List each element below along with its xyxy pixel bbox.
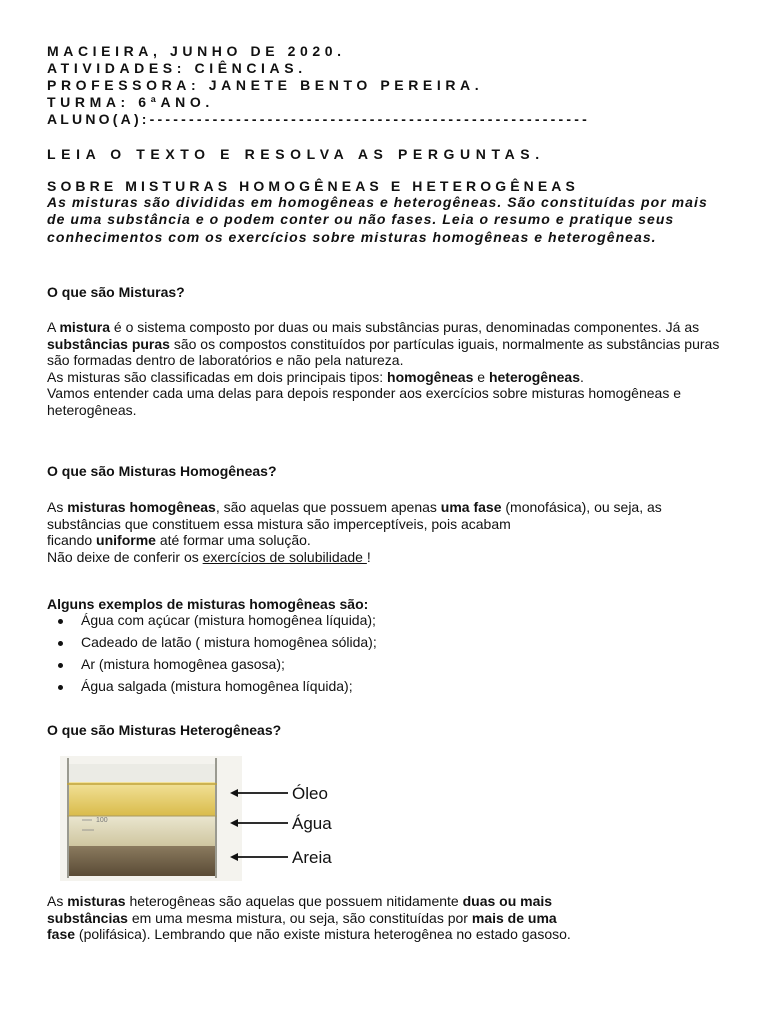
mixture-beaker-figure	[60, 756, 360, 881]
sand-layer	[68, 846, 216, 876]
beaker-illustration	[60, 756, 360, 881]
heading-examples: Alguns exemplos de misturas homogêneas são:	[47, 596, 369, 612]
bullet-icon	[58, 619, 63, 624]
label-areia: Areia	[292, 848, 332, 867]
heading-homogeneas: O que são Misturas Homogêneas?	[47, 463, 277, 479]
bullet-icon	[58, 641, 63, 646]
heading-misturas: O que são Misturas?	[47, 284, 185, 300]
beaker-mark: 100	[96, 817, 108, 824]
paragraph-heterogeneas: As misturas heterogêneas são aquelas que possuem nitidamente duas ou mais substâncias em uma mesma mistura, ou seja, são constituídas por mais de uma fase (polifásica). Lembrando que não existe mistura heterogênea no estado gasoso.	[47, 893, 571, 943]
solubility-link[interactable]: exercícios de solubilidade	[202, 548, 367, 565]
section-title: SOBRE MISTURAS HOMOGÊNEAS E HETEROGÊNEAS	[47, 178, 579, 194]
header-student: ALUNO(A):--------------------------------------------------------	[47, 111, 590, 127]
heading-heterogeneas: O que são Misturas Heterogêneas?	[47, 722, 282, 738]
bullet-icon	[58, 685, 63, 690]
header-date: MACIEIRA, JUNHO DE 2020.	[47, 43, 346, 59]
water-layer	[68, 816, 216, 846]
oil-layer	[68, 782, 216, 816]
bullet-icon	[58, 663, 63, 668]
instruction: LEIA O TEXTO E RESOLVA AS PERGUNTAS.	[47, 146, 545, 162]
header-teacher: PROFESSORA: JANETE BENTO PEREIRA.	[47, 77, 484, 93]
label-oleo: Óleo	[292, 784, 328, 803]
paragraph-homogeneas: As misturas homogêneas, são aquelas que possuem apenas uma fase (monofásica), ou seja, as substâncias que constituem essa mistura são imperceptíveis, pois acabam ficando uniforme até formar uma solução. Não deixe de conferir os exercícios de solubilidade !	[47, 499, 662, 565]
label-agua: Água	[292, 814, 332, 833]
header-class: TURMA: 6ªANO.	[47, 94, 214, 110]
header-activity: ATIVIDADES: CIÊNCIAS.	[47, 60, 307, 76]
intro-paragraph: As misturas são divididas em homogêneas e heterogêneas. São constituídas por mais de uma substância e o podem conter ou não fases. Leia o resumo e pratique seus conhecimentos com os exercícios sobre misturas homogêneas e heterogêneas.	[47, 194, 708, 245]
paragraph-misturas: A mistura é o sistema composto por duas ou mais substâncias puras, denominadas componentes. Já as substâncias puras são os compostos constituídos por partículas iguais, normalmente as substâncias puras são formadas dentro de laboratórios e não pela natureza. As misturas são classificadas em dois principais tipos: homogêneas e heterogêneas. Vamos entender cada uma delas para depois responder aos exercícios sobre misturas homogêneas e heterogêneas.	[47, 319, 720, 418]
